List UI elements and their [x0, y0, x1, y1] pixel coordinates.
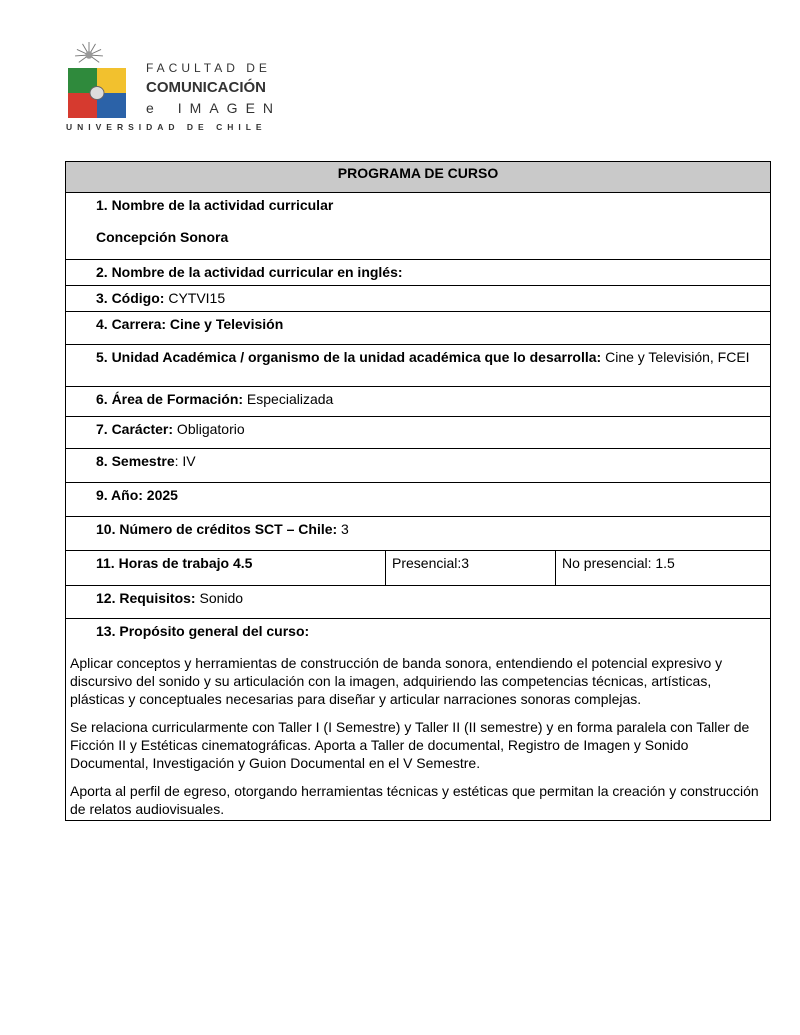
- code-value: CYTVI15: [164, 290, 226, 306]
- label: 10. Número de créditos SCT – Chile:: [96, 521, 338, 537]
- label: 6. Área de Formación:: [96, 391, 244, 407]
- label: 8. Semestre: [96, 453, 175, 469]
- label: 2. Nombre de la actividad curricular en inglés:: [96, 264, 403, 280]
- label: 7. Carácter:: [96, 421, 174, 437]
- row-english-name: [66, 260, 771, 286]
- logo-line-imagen: IMAGEN: [177, 100, 282, 116]
- label: 9. Año: 2025: [96, 487, 178, 503]
- row-year: [66, 483, 771, 517]
- row-character: [66, 417, 771, 449]
- label: 12. Requisitos:: [96, 590, 196, 606]
- label: 3. Código:: [96, 290, 165, 306]
- logo-line-faculty: FACULTAD DE: [146, 61, 271, 75]
- credits-value: 3: [337, 521, 349, 537]
- formation-area-value: Especializada: [243, 391, 334, 407]
- logo-line-comunicacion: COMUNICACIÓN: [146, 79, 266, 96]
- row-formation-area: [66, 387, 771, 417]
- logo-university-name: UNIVERSIDAD DE CHILE: [66, 122, 267, 132]
- row-work-hours: [66, 551, 386, 586]
- row-code: [66, 286, 771, 312]
- non-presencial-hours: No presencial: 1.5: [556, 551, 771, 586]
- presencial-hours: Presencial:3: [386, 551, 556, 586]
- label: 1. Nombre de la actividad curricular: [96, 197, 334, 213]
- row-activity-name: [66, 193, 771, 260]
- label: 13. Propósito general del curso:: [96, 623, 310, 639]
- row-semester: [66, 449, 771, 483]
- label: 11. Horas de trabajo 4.5: [96, 555, 253, 571]
- table-title: PROGRAMA DE CURSO: [66, 162, 771, 193]
- row-general-purpose: [66, 619, 771, 821]
- row-career: [66, 312, 771, 345]
- purpose-paragraph: Aporta al perfil de egreso, otorgando herramientas técnicas y estéticas que permitan la creación y construcción de relatos audiovisuales.: [70, 783, 759, 817]
- row-requirements: [66, 586, 771, 619]
- row-credits: [66, 517, 771, 551]
- academic-unit-value: Cine y Televisión, FCEI: [601, 349, 750, 365]
- character-value: Obligatorio: [173, 421, 245, 437]
- semester-value: : IV: [174, 453, 196, 469]
- sun-emblem-icon: [74, 42, 104, 68]
- university-crest-icon: [68, 68, 126, 118]
- label: 4. Carrera: Cine y Televisión: [96, 316, 284, 332]
- activity-name-value: Concepción Sonora: [96, 229, 229, 245]
- logo-line-3: [146, 99, 282, 117]
- faculty-logo: [66, 42, 282, 134]
- logo-line-e: e: [146, 100, 154, 116]
- purpose-paragraph: Aplicar conceptos y herramientas de construcción de banda sonora, entendiendo el potencial expresivo y discursivo del sonido y su articulación con la imagen, adquiriendo las competencias técnicas, artísticas, plásticas y conceptuales necesarias para diseñar y articular narraciones sonoras complejas.: [70, 655, 723, 707]
- requirements-value: Sonido: [195, 590, 244, 606]
- logo-text: [146, 60, 282, 119]
- row-academic-unit: [66, 345, 771, 387]
- label: 5. Unidad Académica / organismo de la unidad académica que lo desarrolla:: [96, 349, 602, 365]
- purpose-paragraph: Se relaciona curricularmente con Taller I (I Semestre) y Taller II (II semestre) y en forma paralela con Taller de Ficción II y Estéticas cinematográficas. Aporta a Taller de documental, Registro de Imagen y Sonido Documental, Investigación y Guion Documental en el V Semestre.: [70, 719, 750, 771]
- course-program-table: [65, 161, 771, 821]
